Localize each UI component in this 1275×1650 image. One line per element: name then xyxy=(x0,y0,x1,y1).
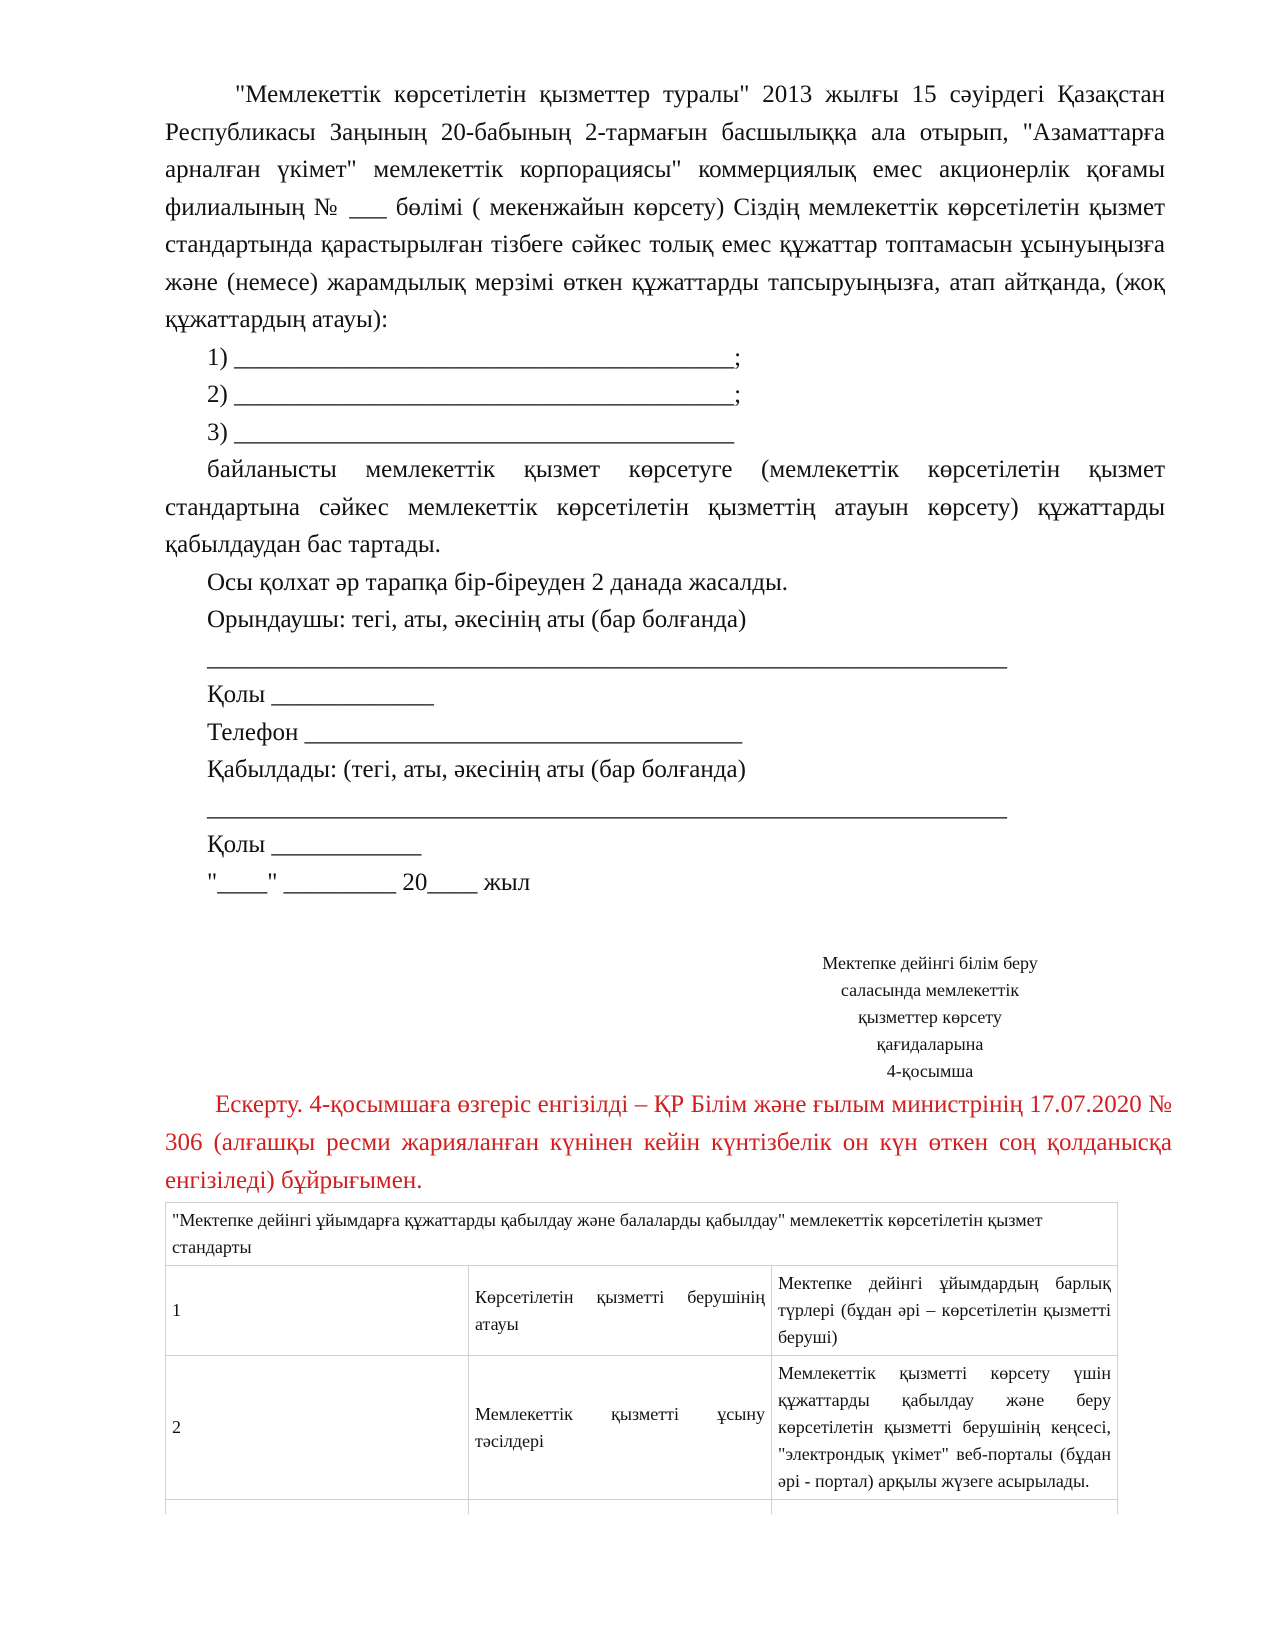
row-number: 1 xyxy=(166,1266,469,1356)
appendix-note-line: Мектепке дейінгі білім беру xyxy=(822,953,1038,973)
table-row xyxy=(166,1356,1118,1500)
intro-paragraph: "Мемлекеттік көрсетілетін қызметтер туралы" 2013 жылғы 15 сәуірдегі Қазақстан Республикасы Заңының 20-бабының 2-тармағын басшылыққа ала отырып, "Азаматтарға арналған үкімет" мемлекеттік корпорациясы" коммерциялық емес акционерлік қоғамы филиалының № ___ бөлімі ( мекенжайын көрсету) Сіздің мемлекеттік көрсетілетін қызмет стандартында қарастырылған тізбеге сәйкес толық емес құжаттар топтамасын ұсынуыңызға және (немесе) жарамдылық мерзімі өткен құжаттарды тапсыруыңызға, атап айтқанда, (жоқ құжаттардың атауы): xyxy=(165,81,1165,333)
appendix-note-line: саласында мемлекеттік xyxy=(840,980,1020,1000)
missing-document-item-1: 1) ________________________________________; xyxy=(207,343,742,371)
phone-line: Телефон ___________________________________ xyxy=(207,718,743,746)
empty-cell xyxy=(469,1500,772,1515)
table-row-continuation xyxy=(166,1500,1118,1515)
executor-line: Орындаушы: тегі, аты, әкесінің аты (бар болғанда) xyxy=(207,606,747,633)
accepted-blank-line: ________________________________________________________________ xyxy=(207,793,1007,821)
missing-document-item-2: 2) ________________________________________; xyxy=(207,381,742,408)
empty-cell xyxy=(166,1500,469,1515)
empty-cell xyxy=(772,1500,1118,1515)
row-value: Мектепке дейінгі ұйымдардың барлық түрлері (бұдан әрі – көрсетілетін қызметті беруші) xyxy=(772,1266,1118,1356)
amendment-notice: Ескерту. 4-қосымшаға өзгеріс енгізілді – ҚР Білім және ғылым министрінің 17.07.2020 № 306 (алғашқы ресми жарияланған күнінен кейін күнтізбелік он күн өткен соң қолданысқа енгізіледі) бұйрығымен. xyxy=(165,1091,1172,1194)
row-name: Көрсетілетін қызметті берушінің атауы xyxy=(469,1266,772,1356)
accepted-signature-line: Қолы ____________ xyxy=(207,831,422,858)
service-standard-table xyxy=(165,1202,1118,1514)
executor-blank-line: ________________________________________________________________ xyxy=(207,643,1007,671)
table-row xyxy=(166,1266,1118,1356)
table-title: "Мектепке дейінгі ұйымдарға құжаттарды қабылдау және балаларды қабылдау" мемлекеттік көрсетілетін қызмет стандарты xyxy=(166,1203,1118,1266)
executor-signature-line: Қолы _____________ xyxy=(207,681,434,708)
refusal-paragraph: байланысты мемлекеттік қызмет көрсетуге (мемлекеттік көрсетілетін қызмет стандартына сәйкес мемлекеттік көрсетілетін қызметтің атауын көрсету) құжаттарды қабылдаудан бас тартады. xyxy=(165,456,1165,558)
row-number: 2 xyxy=(166,1356,469,1500)
row-name: Мемлекеттік қызметті ұсыну тәсілдері xyxy=(469,1356,772,1500)
receipt-body xyxy=(165,76,1165,901)
appendix-note-line: қызметтер көрсету xyxy=(858,1007,1002,1027)
table-title-row xyxy=(166,1203,1118,1266)
copies-line: Осы қолхат әр тарапқа бір-біреуден 2 данада жасалды. xyxy=(207,568,789,596)
appendix-note-line: 4-қосымша xyxy=(886,1061,974,1081)
accepted-by-line: Қабылдады: (тегі, аты, әкесінің аты (бар болғанда) xyxy=(207,756,746,783)
row-value: Мемлекеттік қызметті көрсету үшін құжаттарды қабылдау және беру көрсетілетін қызметті берушінің кеңсесі, "электрондық үкімет" веб-порталы (бұдан әрі - портал) арқылы жүзеге асырылады. xyxy=(772,1356,1118,1500)
appendix-note-line: қағидаларына xyxy=(876,1034,984,1054)
appendix-note xyxy=(790,950,1070,1085)
date-line: "____" _________ 20____ жыл xyxy=(207,868,531,896)
missing-document-item-3: 3) ________________________________________ xyxy=(207,418,735,446)
